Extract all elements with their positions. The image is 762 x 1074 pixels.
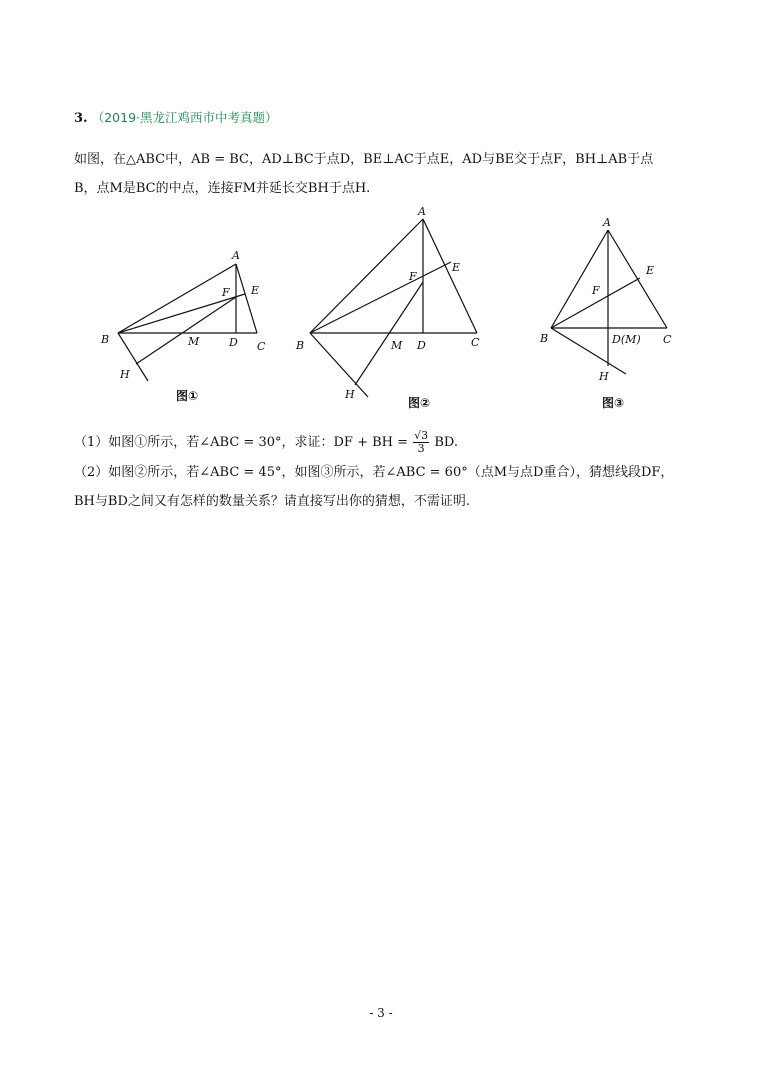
fig1-segment-fh bbox=[136, 297, 236, 364]
fig2-label-f: F bbox=[409, 270, 417, 283]
part-2-line-1: （2）如图②所示，若∠ABC = 45°，如图③所示，若∠ABC = 60°（点M与点D重合），猜想线段DF， bbox=[74, 465, 674, 480]
fig1-label-a: A bbox=[232, 249, 240, 262]
fig2-segment-ba bbox=[310, 219, 423, 333]
part-1-prefix: （1）如图①所示，若∠ABC = 30°，求证：DF + BH = bbox=[74, 435, 409, 450]
fig2-segment-be bbox=[310, 262, 451, 333]
figure-3-labels bbox=[539, 216, 672, 383]
figure-3-caption: 图③ bbox=[602, 396, 625, 410]
fig2-label-h: H bbox=[345, 388, 355, 401]
fig3-label-b: B bbox=[540, 332, 549, 345]
fig3-label-h: H bbox=[599, 370, 609, 383]
fig2-segment-bh bbox=[310, 333, 368, 397]
fig1-label-h: H bbox=[120, 368, 130, 381]
figure-2-caption: 图② bbox=[408, 396, 431, 410]
fig3-label-c: C bbox=[663, 333, 672, 346]
fraction-numerator: √3 bbox=[414, 429, 429, 442]
fig1-label-d: D bbox=[229, 336, 238, 349]
part-1-suffix: BD. bbox=[434, 435, 458, 450]
fig1-segment-ba bbox=[118, 264, 236, 333]
fig1-label-e: E bbox=[251, 284, 260, 297]
question-source: （2019·黑龙江鸡西市中考真题） bbox=[91, 110, 278, 125]
fig1-label-f: F bbox=[222, 286, 230, 299]
figure-2-labels bbox=[295, 205, 480, 401]
fig3-segment-ba bbox=[551, 230, 608, 328]
stem-line-1: 如图，在△ABC中，AB = BC，AD⊥BC于点D，BE⊥AC于点E，AD与BE交于点F，BH⊥AB于点 bbox=[74, 152, 654, 167]
figures-area bbox=[0, 200, 762, 420]
fig2-label-d: D bbox=[417, 339, 426, 352]
question-parts bbox=[74, 428, 714, 516]
fig1-label-m: M bbox=[188, 335, 200, 348]
fraction-root3-over-3 bbox=[413, 430, 429, 455]
fig3-label-e: E bbox=[646, 264, 655, 277]
fig3-label-f: F bbox=[592, 284, 600, 297]
figure-1-lines bbox=[118, 264, 260, 381]
figure-2-lines bbox=[310, 219, 477, 397]
figure-3-lines bbox=[551, 230, 667, 374]
fig2-label-b: B bbox=[296, 339, 305, 352]
part-1 bbox=[74, 428, 714, 458]
question-stem bbox=[74, 145, 694, 203]
page-number: - 3 - bbox=[369, 1006, 393, 1020]
part-2-line-2: BH与BD之间又有怎样的数量关系？请直接写出你的猜想，不需证明. bbox=[74, 494, 470, 509]
fig2-label-c: C bbox=[471, 336, 480, 349]
stem-line-2: B，点M是BC的中点，连接FM并延长交BH于点H. bbox=[74, 181, 371, 196]
fig1-label-b: B bbox=[101, 333, 110, 346]
question-header bbox=[74, 108, 278, 126]
fig2-segment-ac bbox=[423, 219, 477, 333]
fraction-denominator: 3 bbox=[417, 442, 425, 455]
fig3-label-a: A bbox=[603, 216, 611, 229]
fig3-label-dm: D(M) bbox=[612, 333, 641, 346]
fig1-segment-ac bbox=[236, 264, 260, 333]
figure-1-caption: 图① bbox=[176, 389, 199, 403]
fig2-label-a: A bbox=[418, 205, 426, 218]
question-number: 3. bbox=[74, 111, 88, 126]
geometry-figures bbox=[0, 200, 762, 420]
fig1-label-c: C bbox=[257, 340, 266, 353]
fig2-label-e: E bbox=[452, 261, 461, 274]
fig2-label-m: M bbox=[391, 339, 403, 352]
figure-1-labels bbox=[100, 249, 266, 381]
fig1-segment-be bbox=[118, 294, 245, 333]
